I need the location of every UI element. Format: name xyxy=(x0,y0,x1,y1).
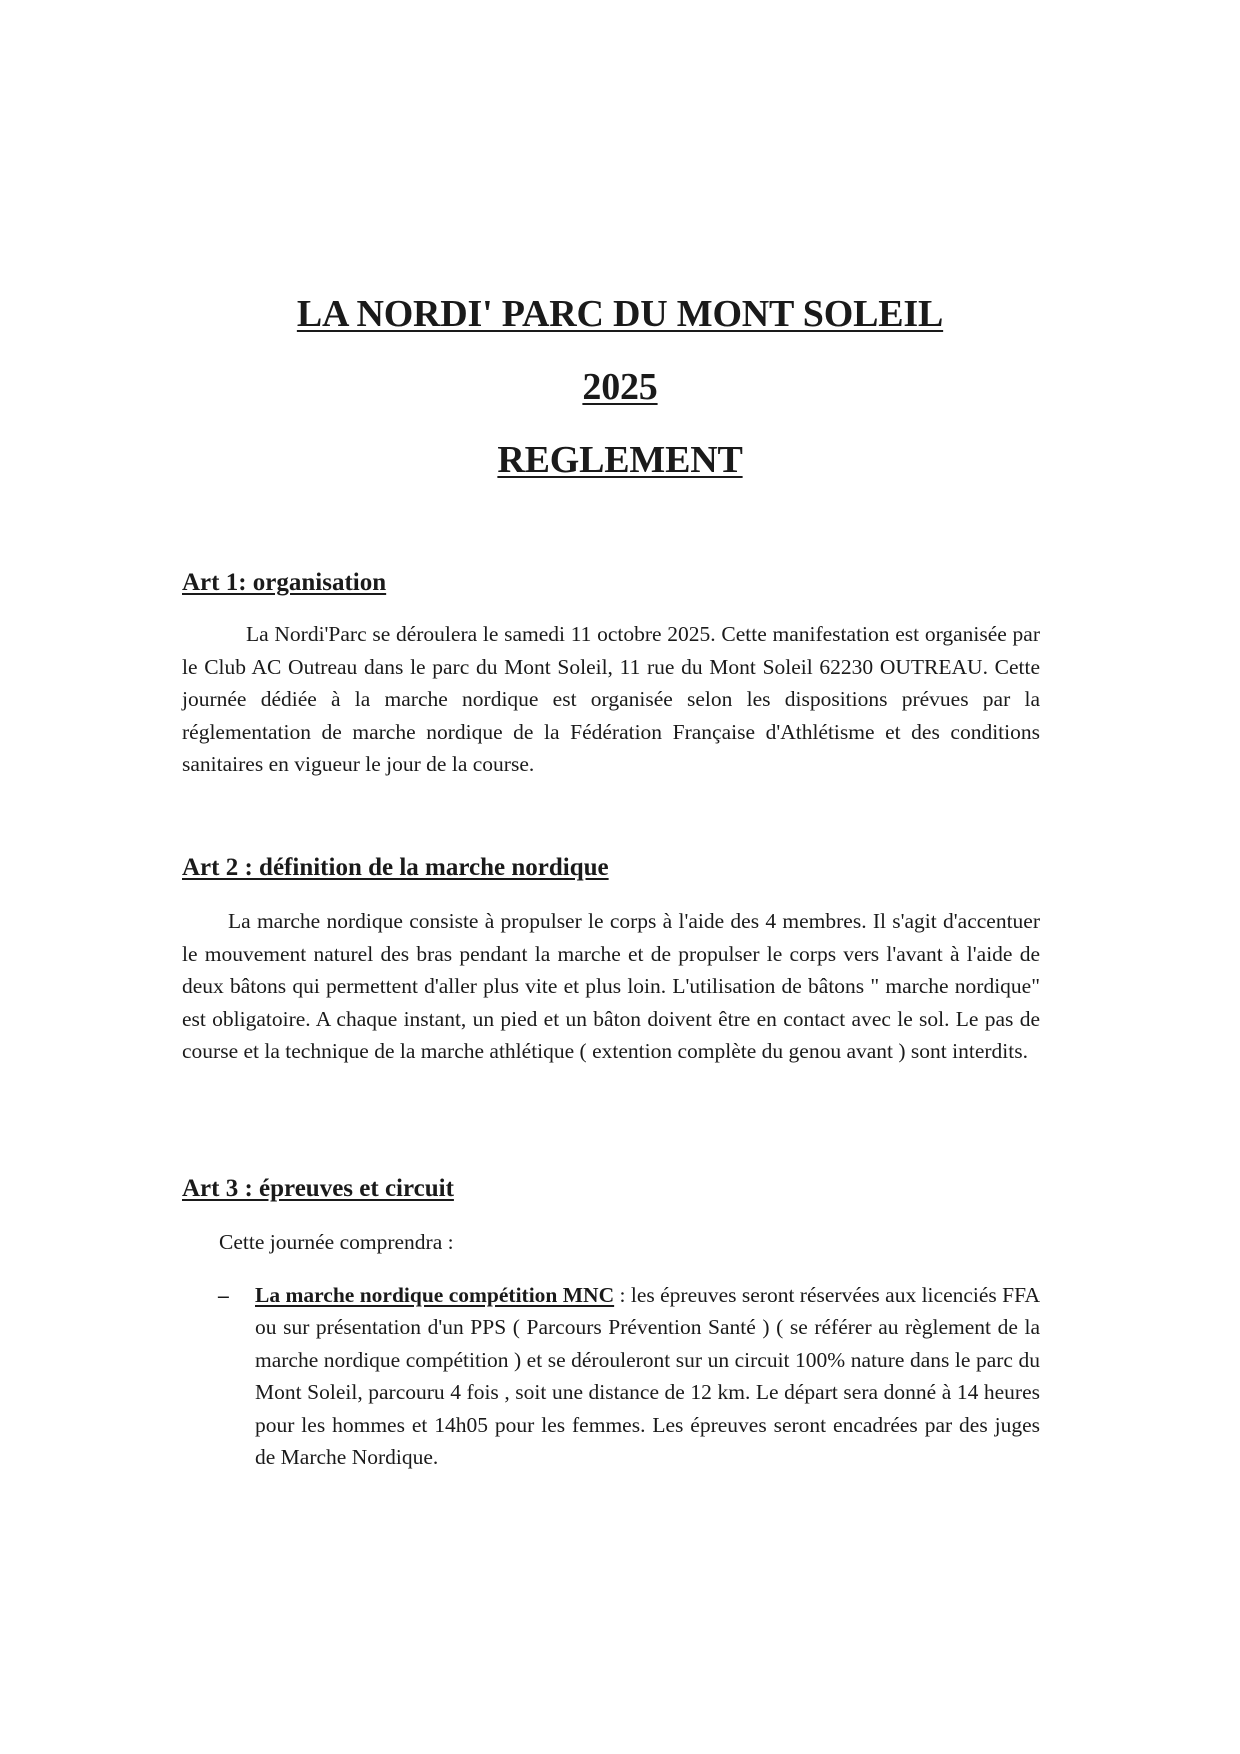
bullet-lead-text: La marche nordique compétition MNC xyxy=(255,1282,615,1307)
article-1-body: La Nordi'Parc se déroulera le samedi 11 octobre 2025. Cette manifestation est organisée par le Club AC Outreau dans le parc du Mont Soleil, 11 rue du Mont Soleil 62230 OUTREAU. Cette journée dédiée à la marche nordique est organisée selon les dispositions prévues par la réglementation de marche nordique de la Fédération Française d'Athlétisme et des conditions sanitaires en vigueur le jour de la course. xyxy=(182,622,1040,776)
title-reglement: REGLEMENT xyxy=(497,439,743,481)
article-2-body: La marche nordique consiste à propulser le corps à l'aide des 4 membres. Il s'agit d'accentuer le mouvement naturel des bras pendant la marche et de propulser le corps vers l'avant à l'aide de deux bâtons qui permettent d'aller plus vite et plus loin. L'utilisation de bâtons " marche nordique" est obligatoire. A chaque instant, un pied et un bâton doivent être en contact avec le sol. Le pas de course et la technique de la marche athlétique ( extention complète du genou avant ) sont interdits. xyxy=(182,909,1040,1063)
bullet-body-text: : les épreuves seront réservées aux licenciés FFA ou sur présentation d'un PPS ( Parcours Prévention Santé ) ( se référer au règlement de la marche nordique compétition ) et se dérouleront sur un circuit 100% nature dans le parc du Mont Soleil, parcouru 4 fois , soit une distance de 12 km. Le départ sera donné à 14 heures pour les hommes et 14h05 pour les femmes. Les épreuves seront encadrées par des juges de Marche Nordique. xyxy=(255,1282,1041,1469)
article-3-intro: Cette journée comprendra : xyxy=(219,1230,454,1254)
document-title-block xyxy=(0,292,1240,511)
article-2-heading: Art 2 : définition de la marche nordique xyxy=(182,854,609,881)
title-event-name: LA NORDI' PARC DU MONT SOLEIL xyxy=(296,293,944,335)
article-1 xyxy=(182,568,1040,781)
article-2 xyxy=(182,853,1040,1068)
article-3 xyxy=(182,1174,1040,1474)
title-year: 2025 xyxy=(582,366,658,408)
article-3-heading: Art 3 : épreuves et circuit xyxy=(182,1175,454,1202)
list-item xyxy=(182,1279,1040,1474)
bullet-dash: – xyxy=(218,1282,229,1307)
article-1-heading: Art 1: organisation xyxy=(182,569,387,596)
